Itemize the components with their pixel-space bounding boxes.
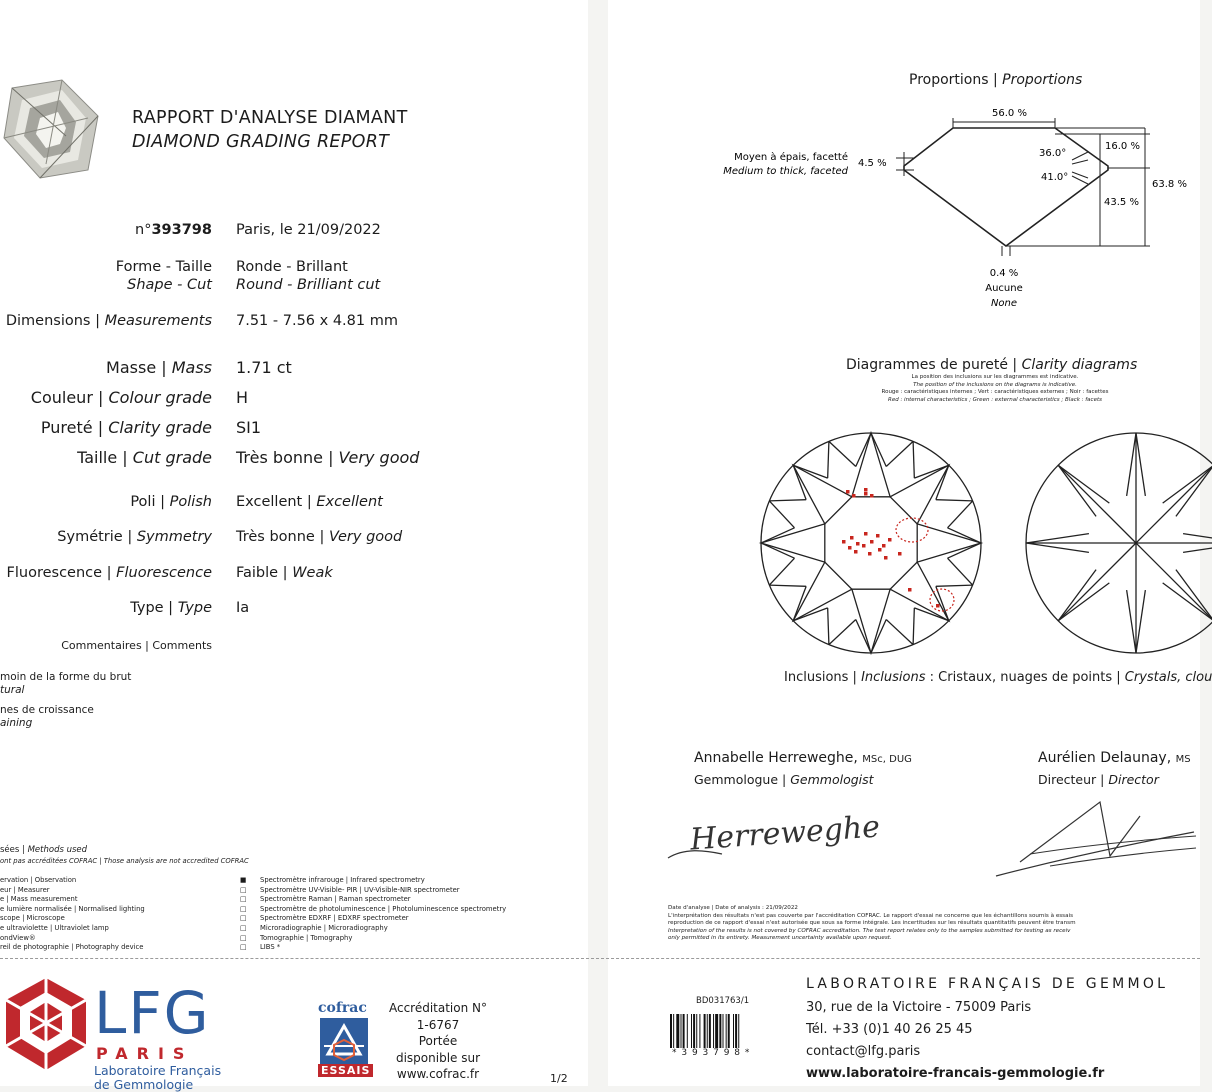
inclusion-crystal bbox=[868, 552, 872, 556]
type-value: Ia bbox=[236, 600, 250, 616]
method-item: reil de photographie | Photography device bbox=[0, 943, 144, 952]
lfg-logo-name: Laboratoire Français de Gemmologie bbox=[94, 1063, 222, 1092]
shape-value: Ronde - Brillant Round - Brilliant cut bbox=[236, 259, 381, 293]
facet-line bbox=[948, 501, 973, 528]
polish-label: Poli | Polish bbox=[130, 494, 212, 510]
disclaimer-text: Date d'analyse | Date of analysis : 21/09/2022 L'interprétation des résultats n'est pas couverte par l'accréditation COFRAC. Le rapport d'essai ne concerne que les échantillons soumis à essais reproduction de ce rapport d'essai n'est autorisée que sous sa forme intégrale. Les incertitudes sur les résultats quantitatifs peuvent être transm Interpretation of the results is not covered by COFRAC accreditation. The test report relates only to the samples submitted for testing as receiv only permitted in its entirety. Measurement uncertainty available upon request. bbox=[668, 905, 1076, 942]
facet-line bbox=[829, 620, 856, 645]
footer-divider bbox=[0, 958, 1200, 959]
inclusion-crystal bbox=[856, 542, 860, 546]
culet-en: None bbox=[990, 298, 1018, 309]
facet-line bbox=[913, 441, 914, 478]
comments-label: Commentaires | Comments bbox=[61, 639, 212, 652]
culet-pct: 0.4 % bbox=[989, 268, 1019, 279]
facet-line bbox=[936, 500, 973, 501]
barcode-bar bbox=[733, 1014, 734, 1048]
barcode-bar bbox=[719, 1014, 721, 1048]
fluorescence-value: Faible | Weak bbox=[236, 565, 333, 581]
facet-line bbox=[886, 620, 913, 645]
signatory-2-role: Directeur | Director bbox=[1038, 772, 1159, 787]
fluorescence-label: Fluorescence | Fluorescence bbox=[6, 565, 212, 581]
barcode-bar bbox=[728, 1014, 730, 1048]
pavilion-main-line bbox=[1058, 465, 1136, 543]
type-label: Type | Type bbox=[130, 600, 212, 616]
symmetry-value: Très bonne | Very good bbox=[236, 529, 403, 545]
barcode-bar bbox=[681, 1014, 682, 1048]
mass-value: 1.71 ct bbox=[236, 358, 292, 377]
method-checkbox-row: □ LIBS * bbox=[240, 943, 281, 952]
inclusion-crystal bbox=[908, 588, 912, 592]
culet-fr: Aucune bbox=[985, 283, 1023, 294]
facet-line bbox=[936, 586, 949, 620]
barcode-bar bbox=[670, 1014, 672, 1048]
method-checkbox-row: ■ Spectromètre infrarouge | Infrared spectrometry bbox=[240, 876, 425, 884]
inclusion-crystal bbox=[846, 490, 850, 494]
lfg-logo-text: LFG bbox=[94, 979, 211, 1047]
accreditation-text: Accréditation N° 1-6767 Portée disponible sur www.cofrac.fr bbox=[388, 1001, 488, 1081]
facet-line bbox=[936, 465, 949, 499]
method-checkbox-row: □ Spectromètre EDXRF | EDXRF spectrometer bbox=[240, 914, 409, 923]
facet-line bbox=[769, 501, 794, 528]
pavilion-main-line bbox=[1136, 543, 1212, 621]
crown-height-pct: 16.0 % bbox=[1105, 141, 1140, 152]
pavilion-facet-line bbox=[1183, 543, 1212, 552]
facet-line bbox=[793, 465, 806, 499]
pavilion-facet-line bbox=[1026, 543, 1089, 552]
barcode-bar bbox=[676, 1014, 679, 1048]
signature-1-handwriting: Herreweghe bbox=[689, 809, 882, 858]
barcode-digits: * 3 9 3 7 9 8 * bbox=[672, 1048, 751, 1058]
facet-line bbox=[769, 558, 794, 585]
table-pct: 56.0 % bbox=[992, 108, 1027, 119]
facet-line bbox=[948, 543, 981, 558]
clarity-notes: La position des inclusions sur les diagrammes est indicative. The position of the inclusions on the diagrams is indicative. Rouge : caractéristiques internes ; Vert : caractéristiques externes ; Noir : facettes Red : internal characteristics ; Green : external characteristics ; Black : facets bbox=[881, 374, 1109, 403]
diamond-profile-outline bbox=[904, 128, 1108, 246]
report-title-fr: RAPPORT D'ANALYSE DIAMANT bbox=[132, 108, 408, 128]
inclusion-crystal bbox=[864, 492, 868, 496]
total-depth-pct: 63.8 % bbox=[1152, 179, 1187, 190]
lfg-logo-icon bbox=[0, 974, 92, 1074]
method-checkbox-row: □ Spectromètre de photoluminescence | Photoluminescence spectrometry bbox=[240, 904, 507, 913]
barcode-bar bbox=[726, 1014, 727, 1048]
pavilion-facet-line bbox=[1058, 465, 1096, 516]
comment-item: nes de croissance aining bbox=[0, 704, 94, 729]
barcode-bar bbox=[673, 1014, 674, 1048]
barcode-bar bbox=[691, 1014, 692, 1048]
inclusion-crystal bbox=[862, 544, 866, 548]
barcode bbox=[668, 1014, 778, 1048]
clarity-diagrams-title: Diagrammes de pureté | Clarity diagrams bbox=[846, 357, 1138, 373]
facet-line bbox=[856, 620, 871, 653]
inclusion-crystal bbox=[848, 546, 852, 550]
pavilion-facet-line bbox=[1058, 583, 1109, 621]
inclusion-crystal bbox=[936, 604, 940, 608]
inclusion-crystal bbox=[884, 556, 888, 560]
inclusion-crystal bbox=[898, 552, 902, 556]
facet-line bbox=[761, 528, 794, 543]
pavilion-facet-line bbox=[1183, 534, 1212, 543]
method-item: ervation | Observation bbox=[0, 876, 77, 884]
inclusion-crystal bbox=[852, 494, 856, 498]
inclusion-crystal bbox=[882, 544, 886, 548]
facet-line bbox=[769, 500, 806, 501]
clarity-value: SI1 bbox=[236, 418, 262, 437]
inclusion-crystal bbox=[876, 534, 880, 538]
pavilion-facet-line bbox=[1163, 465, 1212, 503]
cofrac-emblem-icon bbox=[320, 1018, 368, 1064]
barcode-bar bbox=[707, 1014, 708, 1048]
pavilion-view-diagram bbox=[1026, 433, 1212, 653]
cut-grade-label: Taille | Cut grade bbox=[77, 448, 212, 467]
inclusion-crystal bbox=[864, 532, 868, 536]
barcode-bar bbox=[693, 1014, 695, 1048]
pavilion-facet-line bbox=[1058, 570, 1096, 621]
barcode-bar bbox=[687, 1014, 688, 1048]
pavilion-facet-line bbox=[1127, 590, 1136, 653]
facet-line bbox=[913, 608, 914, 645]
lab-email[interactable]: contact@lfg.paris bbox=[806, 1044, 921, 1059]
crown-angle: 36.0° bbox=[1039, 148, 1067, 159]
girdle-pct: 4.5 % bbox=[858, 158, 887, 169]
polish-value: Excellent | Excellent bbox=[236, 494, 383, 510]
barcode-bar bbox=[723, 1014, 724, 1048]
facet-line bbox=[914, 465, 948, 478]
signatory-2-name: Aurélien Delaunay, MS bbox=[1038, 750, 1191, 766]
inclusion-cloud-outline bbox=[896, 518, 928, 542]
facet-line bbox=[948, 528, 981, 543]
clarity-label: Pureté | Clarity grade bbox=[40, 418, 212, 437]
facet-line bbox=[828, 441, 829, 478]
methods-left-list bbox=[0, 876, 145, 953]
pavilion-angle: 41.0° bbox=[1041, 172, 1069, 183]
lab-phone: Tél. +33 (0)1 40 26 25 45 bbox=[806, 1022, 973, 1037]
methods-right-list bbox=[240, 876, 506, 953]
methods-note: ont pas accréditées COFRAC | Those analysis are not accredited COFRAC bbox=[0, 857, 249, 865]
measurements-label: Dimensions | Measurements bbox=[5, 313, 212, 329]
barcode-bar bbox=[738, 1014, 739, 1048]
proportions-title: Proportions | Proportions bbox=[909, 72, 1083, 88]
facet-line bbox=[871, 433, 886, 466]
cofrac-essais-badge: ESSAIS bbox=[318, 1064, 373, 1077]
girdle-en: Medium to thick, faceted bbox=[723, 166, 848, 177]
clarity-plots bbox=[758, 428, 1200, 666]
signature-2-handwriting bbox=[990, 796, 1200, 886]
method-checkbox-row: □ Spectromètre UV-Visible- PIR | UV-Visible-NIR spectrometer bbox=[240, 885, 460, 894]
symmetry-label: Symétrie | Symmetry bbox=[57, 529, 212, 545]
method-item: e ultraviolette | Ultraviolet lamp bbox=[0, 923, 109, 932]
inclusion-crystal bbox=[842, 540, 846, 544]
page-number: 1/2 bbox=[550, 1072, 568, 1085]
signatory-1-role: Gemmologue | Gemmologist bbox=[694, 772, 874, 787]
barcode-bar bbox=[699, 1014, 700, 1048]
barcode-bar bbox=[715, 1014, 718, 1048]
facet-line bbox=[828, 608, 829, 645]
pavilion-facet-line bbox=[1026, 534, 1089, 543]
inclusion-crystal bbox=[864, 488, 868, 492]
pavilion-facet-line bbox=[1136, 590, 1145, 653]
barcode-bar bbox=[683, 1014, 685, 1048]
inclusion-crystal bbox=[870, 540, 874, 544]
facet-line bbox=[761, 543, 794, 558]
mass-label: Masse | Mass bbox=[106, 358, 212, 377]
method-item: scope | Microscope bbox=[0, 914, 65, 923]
lab-name: LABORATOIRE FRANÇAIS DE GEMMOL bbox=[806, 976, 1169, 992]
comment-item: moin de la forme du brut tural bbox=[0, 671, 132, 696]
shape-label: Forme - Taille Shape - Cut bbox=[115, 259, 212, 293]
inclusion-crystal bbox=[854, 550, 858, 554]
pavilion-main-line bbox=[1136, 465, 1212, 543]
inclusion-crystal bbox=[870, 494, 874, 498]
barcode-bar bbox=[696, 1014, 697, 1048]
facet-line bbox=[871, 620, 886, 653]
lfg-logo-city: PARIS bbox=[96, 1044, 194, 1063]
method-checkbox-row: □ Tomographie | Tomography bbox=[240, 933, 353, 942]
facet-line bbox=[829, 441, 856, 466]
diamond-photo bbox=[0, 78, 100, 180]
facet-line bbox=[793, 586, 806, 620]
method-item: ondView® bbox=[0, 933, 36, 942]
proportions-diagram bbox=[700, 96, 1200, 316]
method-checkbox-row: □ Microradiographie | Microradiography bbox=[240, 923, 388, 932]
barcode-code: BD031763/1 bbox=[696, 996, 750, 1006]
method-checkbox-row: □ Spectromètre Raman | Raman spectrometer bbox=[240, 895, 411, 904]
method-item: e | Mass measurement bbox=[0, 895, 78, 904]
facet-line bbox=[793, 465, 827, 478]
inclusion-crystal bbox=[888, 538, 892, 542]
barcode-bar bbox=[709, 1014, 711, 1048]
report-title-en: DIAMOND GRADING REPORT bbox=[132, 132, 390, 152]
method-item: eur | Measurer bbox=[0, 885, 50, 894]
facet-line bbox=[936, 585, 973, 586]
barcode-bar bbox=[713, 1014, 714, 1048]
signature-1-flourish bbox=[664, 840, 724, 870]
facet-line bbox=[793, 608, 827, 621]
method-item: e lumière normalisée | Normalised lighting bbox=[0, 904, 145, 913]
facet-line bbox=[856, 433, 871, 466]
colour-label: Couleur | Colour grade bbox=[30, 388, 212, 407]
report-place-date: Paris, le 21/09/2022 bbox=[236, 222, 381, 238]
pavilion-depth-pct: 43.5 % bbox=[1104, 197, 1139, 208]
pavilion-facet-line bbox=[1058, 465, 1109, 503]
inclusion-crystal bbox=[878, 548, 882, 552]
girdle-fr: Moyen à épais, facetté bbox=[734, 152, 848, 163]
inclusion-crystal bbox=[850, 536, 854, 540]
facet-line bbox=[914, 608, 948, 621]
facet-line bbox=[769, 585, 806, 586]
pavilion-facet-line bbox=[1127, 433, 1136, 496]
cut-grade-value: Très bonne | Very good bbox=[236, 448, 420, 467]
pavilion-main-line bbox=[1058, 543, 1136, 621]
barcode-bar bbox=[704, 1014, 706, 1048]
pavilion-facet-line bbox=[1136, 433, 1145, 496]
methods-title: sées | Methods used bbox=[0, 845, 88, 855]
barcode-bar bbox=[735, 1014, 737, 1048]
measurements-value: 7.51 - 7.56 x 4.81 mm bbox=[236, 313, 398, 329]
lab-address: 30, rue de la Victoire - 75009 Paris bbox=[806, 1000, 1032, 1015]
report-number: n°393798 bbox=[135, 222, 212, 238]
facet-line bbox=[948, 558, 973, 585]
pavilion-facet-line bbox=[1163, 583, 1212, 621]
signatory-1-name: Annabelle Herreweghe, MSc, DUG bbox=[694, 750, 912, 766]
colour-value: H bbox=[236, 388, 249, 407]
facet-line bbox=[886, 441, 913, 466]
inclusions-text: Inclusions | Inclusions : Cristaux, nuages de points | Crystals, clou bbox=[784, 670, 1212, 685]
lab-website[interactable]: www.laboratoire-francais-gemmologie.fr bbox=[806, 1066, 1105, 1081]
cofrac-logo-text: cofrac bbox=[318, 1000, 367, 1016]
